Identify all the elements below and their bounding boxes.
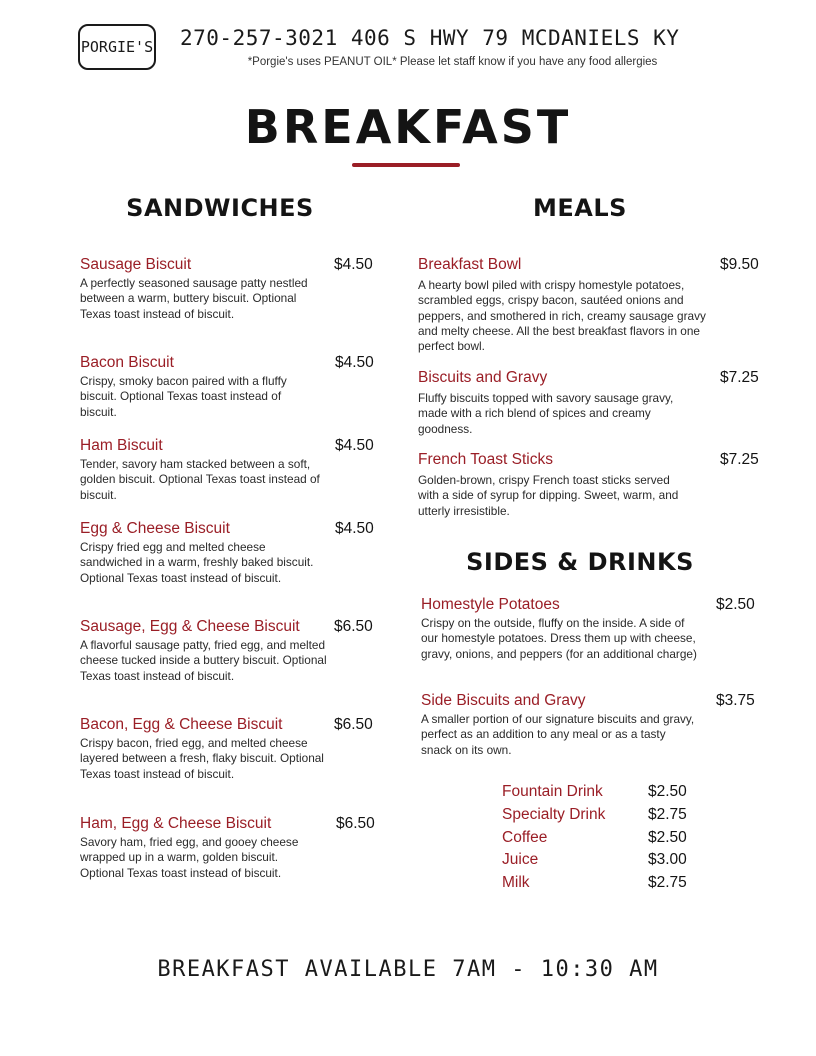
item-description: A hearty bowl piled with crispy homestyle potatoes, scrambled eggs, crispy bacon, sautéed onions and peppers, and smothered in rich, creamy sausage gravy and melty cheese. All the best breakfast flavors in one perfect bowl.	[418, 278, 706, 354]
item-price: $4.50	[335, 520, 374, 537]
menu-item-bacon-egg-cheese-biscuit	[80, 716, 380, 782]
item-price: $4.50	[335, 354, 374, 371]
menu-item-side-biscuits-and-gravy	[421, 692, 766, 758]
item-name: Bacon, Egg & Cheese Biscuit	[80, 716, 283, 733]
item-price: $2.50	[716, 596, 755, 613]
item-price: $3.75	[716, 692, 755, 709]
breakfast-hours: BREAKFAST AVAILABLE 7AM - 10:30 AM	[157, 957, 659, 982]
item-name: Bacon Biscuit	[80, 354, 174, 371]
allergy-note: *Porgie's uses PEANUT OIL* Please let staff know if you have any food allergies	[247, 56, 658, 68]
logo-text: PORGIE'S	[80, 38, 154, 56]
item-name: French Toast Sticks	[418, 451, 553, 468]
drink-row-fountain	[502, 783, 702, 806]
item-description: Crispy on the outside, fluffy on the inside. A side of our homestyle potatoes. Dress them up with cheese, gravy, onions, and peppers (for an additional charge)	[421, 616, 697, 661]
item-name: Sausage, Egg & Cheese Biscuit	[80, 618, 300, 635]
menu-item-homestyle-potatoes	[421, 596, 766, 662]
drink-price: $2.50	[648, 783, 687, 800]
item-price: $7.25	[720, 369, 759, 386]
porgies-logo	[78, 24, 156, 70]
drink-price: $2.75	[648, 805, 687, 823]
drink-row-milk	[502, 874, 702, 897]
item-description: Crispy bacon, fried egg, and melted cheese layered between a fresh, flaky biscuit. Optional Texas toast instead of biscuit.	[80, 736, 324, 781]
contact-info: 270-257-3021 406 S HWY 79 MCDANIELS KY	[180, 26, 680, 50]
menu-item-bacon-biscuit	[80, 354, 380, 420]
item-name: Breakfast Bowl	[418, 256, 522, 273]
sides-drinks-heading: SIDES & DRINKS	[466, 548, 694, 576]
item-name: Biscuits and Gravy	[418, 369, 548, 386]
item-price: $9.50	[720, 256, 759, 273]
item-description: Tender, savory ham stacked between a soft, golden biscuit. Optional Texas toast instead of biscuit.	[80, 457, 320, 502]
item-description: A flavorful sausage patty, fried egg, and melted cheese tucked inside a buttery biscuit. Optional Texas toast instead of biscuit.	[80, 638, 327, 683]
item-name: Homestyle Potatoes	[421, 596, 560, 613]
item-price: $6.50	[334, 716, 373, 733]
drink-row-coffee	[502, 829, 702, 852]
drink-row-specialty	[502, 806, 702, 829]
item-description: Crispy fried egg and melted cheese sandwiched in a warm, freshly baked biscuit. Optional Texas toast instead of biscuit.	[80, 540, 314, 585]
item-name: Sausage Biscuit	[80, 256, 192, 273]
item-name: Side Biscuits and Gravy	[421, 692, 586, 709]
menu-item-sausage-egg-cheese-biscuit	[80, 618, 380, 684]
sandwiches-heading: SANDWICHES	[126, 194, 314, 222]
item-description: A smaller portion of our signature biscuits and gravy, perfect as an addition to any meal or as a tasty snack on its own.	[421, 712, 695, 757]
meals-heading: MEALS	[533, 194, 627, 222]
item-name: Egg & Cheese Biscuit	[80, 520, 230, 537]
drinks-list	[502, 783, 702, 897]
item-description: A perfectly seasoned sausage patty nestled between a warm, buttery biscuit. Optional Texas toast instead of biscuit.	[80, 276, 308, 321]
menu-item-sausage-biscuit	[80, 256, 380, 322]
drink-price: $2.50	[648, 828, 687, 846]
menu-item-ham-egg-cheese-biscuit	[80, 815, 382, 881]
item-name: Ham, Egg & Cheese Biscuit	[80, 815, 272, 832]
drink-name: Milk	[502, 874, 530, 892]
item-name: Ham Biscuit	[80, 437, 163, 454]
item-description: Crispy, smoky bacon paired with a fluffy biscuit. Optional Texas toast instead of biscuit.	[80, 374, 287, 419]
item-price: $4.50	[335, 437, 374, 454]
item-price: $6.50	[336, 815, 375, 832]
drink-name: Specialty Drink	[502, 805, 606, 823]
drink-price: $3.00	[648, 851, 687, 869]
menu-item-french-toast-sticks	[418, 451, 768, 519]
item-description: Savory ham, fried egg, and gooey cheese wrapped up in a warm, golden biscuit. Optional Texas toast instead of biscuit.	[80, 835, 299, 880]
menu-item-biscuits-and-gravy	[418, 369, 768, 437]
item-price: $7.25	[720, 451, 759, 468]
item-price: $6.50	[334, 618, 373, 635]
drink-name: Coffee	[502, 828, 548, 846]
drink-name: Fountain Drink	[502, 783, 603, 800]
item-description: Fluffy biscuits topped with savory sausage gravy, made with a rich blend of spices and creamy goodness.	[418, 391, 674, 436]
item-price: $4.50	[334, 256, 373, 273]
drink-price: $2.75	[648, 874, 687, 892]
menu-item-ham-biscuit	[80, 437, 380, 503]
item-description: Golden-brown, crispy French toast sticks served with a side of syrup for dipping. Sweet, warm, and utterly irresistible.	[418, 473, 679, 518]
page-title: BREAKFAST	[244, 100, 572, 154]
drink-row-juice	[502, 851, 702, 874]
title-underline	[352, 163, 460, 167]
drink-name: Juice	[502, 851, 539, 869]
menu-item-egg-cheese-biscuit	[80, 520, 380, 586]
menu-item-breakfast-bowl	[418, 256, 768, 354]
